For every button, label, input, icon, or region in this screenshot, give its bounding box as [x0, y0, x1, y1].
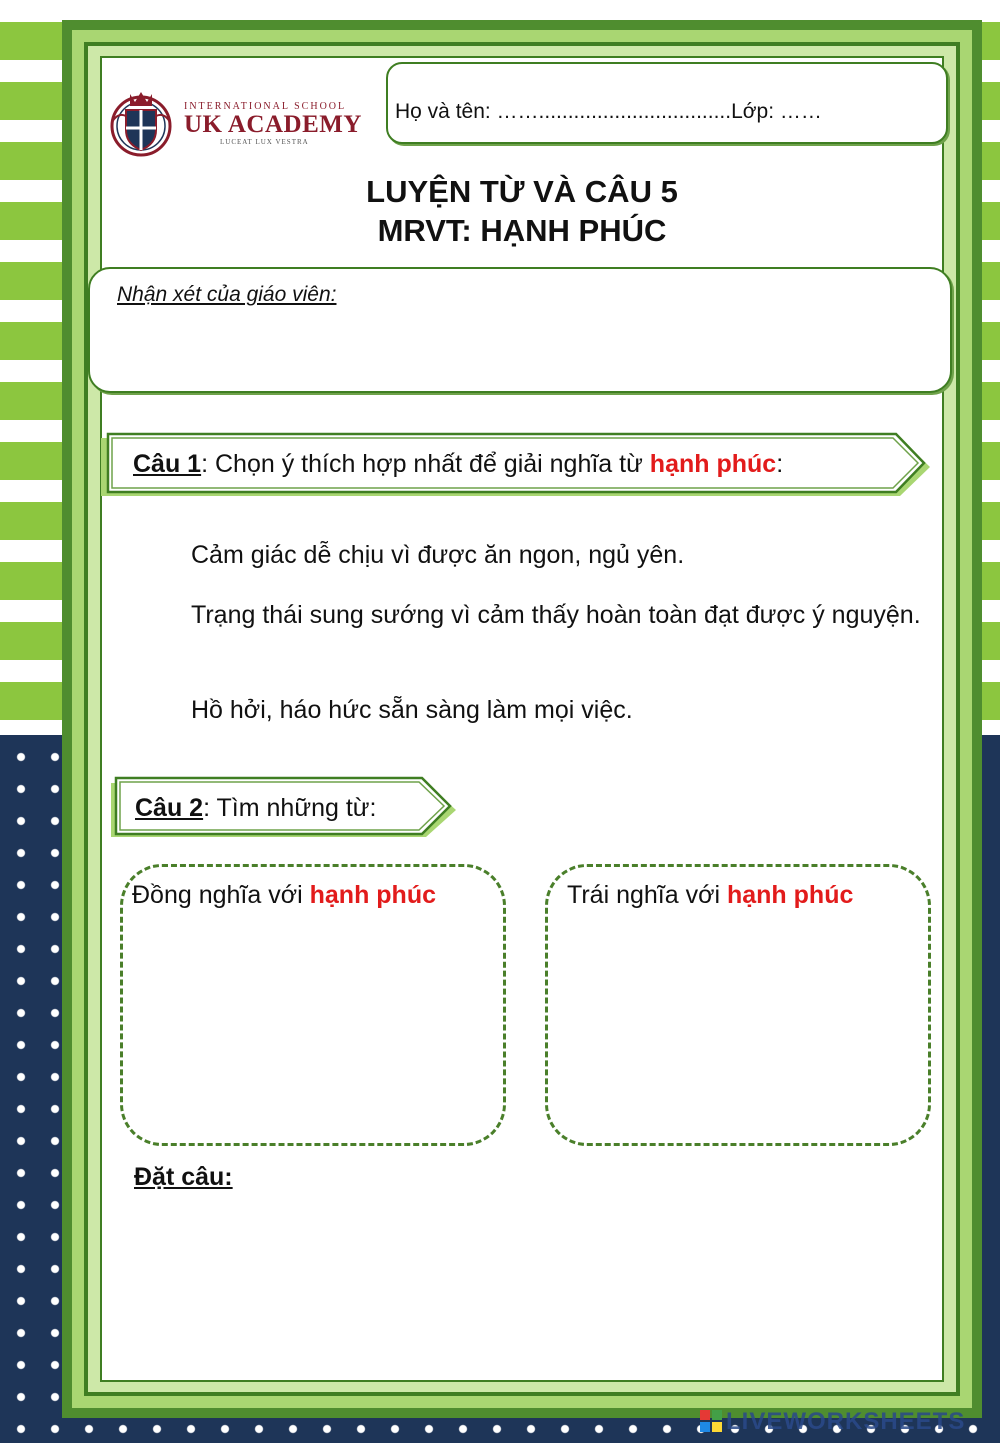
antonym-box-title [567, 881, 853, 910]
synonym-box-prefix: Đồng nghĩa với [132, 881, 310, 909]
logo-motto: LUCEAT LUX VESTRA [220, 138, 309, 146]
synonym-box-highlight: hạnh phúc [309, 881, 437, 909]
question1-highlight: hạnh phúc [649, 450, 777, 478]
liveworksheets-watermark: LIVEWORKSHEETS [726, 1408, 966, 1435]
name-class-label: Họ và tên: …….................................Lớp: …… [395, 100, 822, 123]
sentence-label: Đặt câu: [134, 1163, 233, 1191]
question1-colon: : [776, 450, 784, 478]
antonym-box-highlight: hạnh phúc [726, 881, 854, 909]
question2-text: : Tìm những từ: [203, 794, 377, 822]
question1-option-1[interactable]: Cảm giác dễ chịu vì được ăn ngon, ngủ yên. [191, 541, 685, 569]
question1-text: : Chọn ý thích hợp nhất để giải nghĩa từ [201, 450, 650, 478]
worksheet-title: LUYỆN TỪ VÀ CÂU 5 [366, 174, 678, 209]
teacher-comment-label: Nhận xét của giáo viên: [117, 283, 337, 306]
antonym-box-prefix: Trái nghĩa với [567, 881, 727, 909]
synonym-box-title [132, 881, 436, 910]
question2-prompt [135, 794, 376, 823]
worksheet-subtitle: MRVT: HẠNH PHÚC [377, 213, 667, 248]
school-crest-icon [108, 82, 174, 160]
logo-school-type: INTERNATIONAL SCHOOL [184, 101, 347, 112]
question1-option-2[interactable]: Trạng thái sung sướng vì cảm thấy hoàn toàn đạt được ý nguyện. [191, 601, 921, 629]
question1-prompt [133, 450, 783, 479]
logo-school-name: UK ACADEMY [184, 111, 362, 138]
question1-number: Câu 1 [133, 450, 202, 478]
question1-option-3[interactable]: Hồ hởi, háo hức sẵn sàng làm mọi việc. [191, 696, 633, 724]
question2-number: Câu 2 [135, 794, 204, 822]
liveworksheets-logo-icon [700, 1410, 722, 1432]
